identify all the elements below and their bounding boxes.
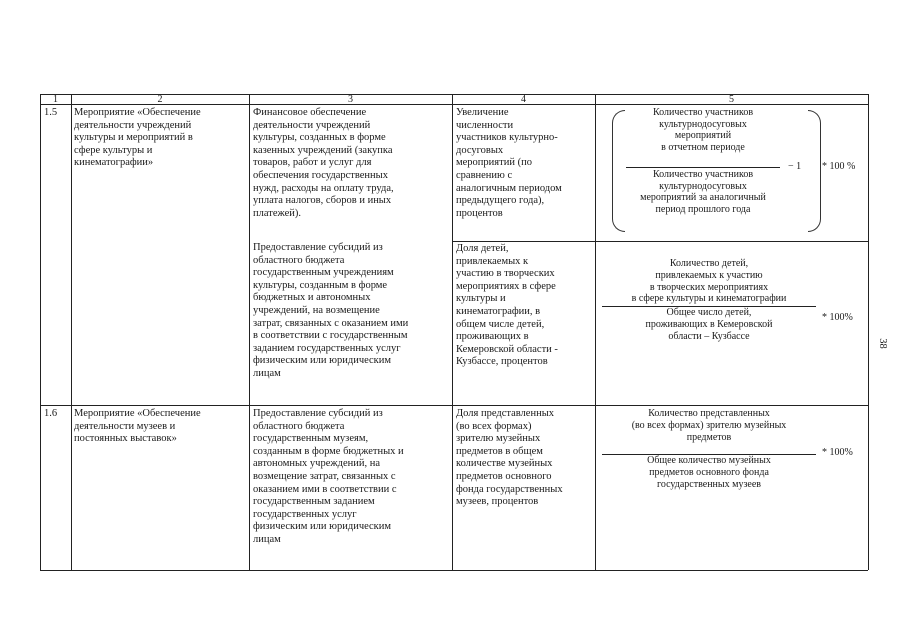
formula-denominator: Количество участников культурнодосуговых мероприятий за аналогичный период прошлого года [640,169,766,215]
col-divider-2 [249,94,250,570]
funding-description: Предоставление субсидий из областного бюджета государственным учреждениям культуры, созданным в форме бюджетных и автономных учреждений, на возмещение затрат, связанных с оказанием ими в соответствии с государственным заданием государственных услуг физическим или юридическим лицам [253,242,409,379]
col-divider-4 [595,94,596,570]
indicator-description: Доля детей, привлекаемых к участию в творческих мероприятиях в сфере культуры и кинематографии, в общем числе детей, проживающих в Кемеровской области - Кузбассе, процентов [456,243,558,368]
row-1-5-split-border [452,241,868,242]
formula-minus-one: − 1 [788,161,802,172]
formula-numerator: Количество участников культурнодосуговых мероприятий в отчетном периоде [652,107,754,153]
formula-numerator: Количество представленных (во всех формах) зрителю музейных предметов [631,408,787,443]
formula-denominator: Общее количество музейных предметов основного фонда государственных музеев [647,455,771,490]
table-left-border [40,94,41,570]
header-col-5: 5 [729,94,734,105]
table-bottom-border [40,570,868,571]
indicator-description: Увеличение численности участников культурно- досуговых мероприятий (по сравнению с аналогичным периодом предыдущего года), процентов [456,107,562,219]
row-number: 1.6 [44,408,58,419]
table-right-border [868,94,869,570]
funding-description: Предоставление субсидий из областного бюджета государственным музеям, созданным в форме бюджетных и автономных учреждений, на возмещение затрат, связанных с оказанием ими в соответствии с государственным заданием государственных услуг физическим или юридическим лицам [253,408,404,545]
fraction-bar [626,167,780,168]
right-parenthesis [808,110,821,232]
header-col-2: 2 [157,94,163,105]
event-name: Мероприятие «Обеспечение деятельности музеев и постоянных выставок» [74,408,201,445]
formula-multiplier: * 100% [822,447,853,458]
header-col-4: 4 [521,94,526,105]
formula-multiplier: * 100% [822,312,853,323]
page-number: 38 [876,338,888,349]
row-1-5-bottom-border [40,405,868,406]
col-divider-1 [71,94,72,570]
col-divider-3 [452,94,453,570]
indicator-description: Доля представленных (во всех формах) зрителю музейных предметов в общем количестве музейных предметов основного фонда государственных музеев, процентов [456,408,563,508]
header-col-1: 1 [53,94,58,105]
formula-denominator: Общее число детей, проживающих в Кемеровской области – Кузбассе [645,307,773,342]
formula-numerator: Количество детей, привлекаемых к участию в творческих мероприятиях в сфере культуры и кинематографии [631,258,787,305]
event-name: Мероприятие «Обеспечение деятельности учреждений культуры и мероприятий в сфере культуры и кинематографии» [74,107,201,169]
funding-description: Финансовое обеспечение деятельности учреждений культуры, созданных в форме казенных учреждений (закупка товаров, работ и услуг для обеспечения государственных нужд, расходы на оплату труда, уплата налогов, сборов и иных платежей). [253,107,394,219]
formula-multiplier: * 100 % [822,161,856,172]
row-number: 1.5 [44,107,58,118]
header-col-3: 3 [348,94,353,105]
